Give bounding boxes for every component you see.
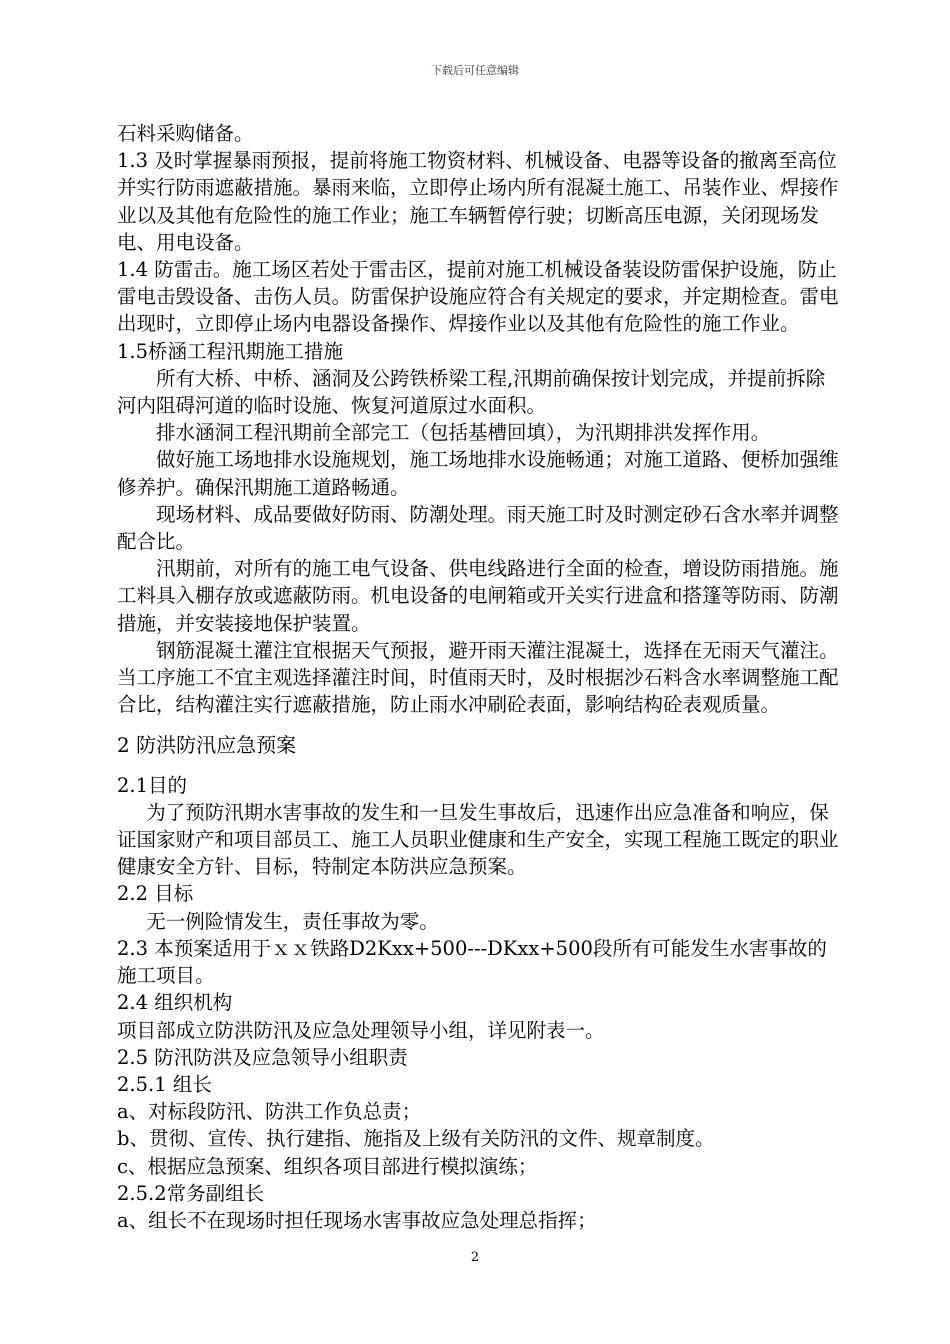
paragraph: 现场材料、成品要做好防雨、防潮处理。雨天施工时及时测定砂石含水率并调整配合比。 xyxy=(117,502,839,554)
document-body xyxy=(117,120,842,1234)
paragraph: 项目部成立防洪防汛及应急处理领导小组，详见附表一。 xyxy=(117,1018,605,1042)
list-item: a、对标段防汛、防洪工作负总责； xyxy=(117,1100,422,1124)
list-item: a、组长不在现场时担任现场水害事故应急处理总指挥； xyxy=(117,1208,597,1232)
subheading: 2.5.1 组长 xyxy=(117,1072,212,1096)
paragraph: 1.3 及时掌握暴雨预报，提前将施工物资材料、机械设备、电器等设备的撤离至高位并实行防雨遮蔽措施。暴雨来临，立即停止场内所有混凝土施工、吊装作业、焊接作业以及其他有危险性的施工作业；施工车辆暂停行驶；切断高压电源，关闭现场发电、用电设备。 xyxy=(117,149,839,254)
subheading: 2.5 防汛防洪及应急领导小组职责 xyxy=(117,1045,408,1069)
paragraph: 石料采购储备。 xyxy=(117,122,254,145)
paragraph: 所有大桥、中桥、涵洞及公跨铁桥梁工程,汛期前确保按计划完成，并提前拆除河内阻碍河道的临时设施、恢复河道原过水面积。 xyxy=(117,366,826,418)
list-item: c、根据应急预案、组织各项目部进行模拟演练； xyxy=(117,1154,538,1178)
paragraph: 汛期前，对所有的施工电气设备、供电线路进行全面的检查，增设防雨措施。施工料具入棚存放或遮蔽防雨。机电设备的电闸箱或开关实行进盒和搭篷等防雨、防潮措施，并安装接地保护装置。 xyxy=(117,557,839,635)
paragraph: 2.3 本预案适用于ｘｘ铁路D2Kxx+500---DKxx+500段所有可能发生水害事故的施工项目。 xyxy=(117,936,827,988)
subheading: 2.5.2常务副组长 xyxy=(117,1181,265,1205)
paragraph: 做好施工场地排水设施规划，施工场地排水设施畅通；对施工道路、便桥加强维修养护。确保汛期施工道路畅通。 xyxy=(117,448,839,499)
page-number: 2 xyxy=(470,1250,480,1265)
subheading: 2.2 目标 xyxy=(117,882,194,906)
page-header: 下载后可任意编辑 xyxy=(431,64,519,77)
paragraph: 无一例险情发生，责任事故为零。 xyxy=(146,909,439,933)
subheading: 2.1目的 xyxy=(117,773,188,797)
list-item: b、贯彻、宣传、执行建指、施指及上级有关防汛的文件、规章制度。 xyxy=(117,1127,715,1151)
subheading: 1.5桥涵工程汛期施工措施 xyxy=(117,339,344,363)
paragraph: 1.4 防雷击。施工场区若处于雷击区，提前对施工机械设备装设防雷保护设施，防止雷电击毁设备、击伤人员。防雷保护设施应符合有关规定的要求，并定期检查。雷电出现时，立即停止场内电器设备操作、焊接作业以及其他有危险性的施工作业。 xyxy=(117,258,839,336)
subheading: 2.4 组织机构 xyxy=(117,991,233,1015)
paragraph: 钢筋混凝土灌注宜根据天气预报，避开雨天灌注混凝土，选择在无雨天气灌注。当工序施工不宜主观选择灌注时间，时值雨天时，及时根据沙石料含水率调整施工配合比，结构灌注实行遮蔽措施，防止雨水冲刷砼表面，影响结构砼表观质量。 xyxy=(117,638,839,717)
section-heading: 2 防洪防汛应急预案 xyxy=(117,733,297,758)
paragraph: 排水涵洞工程汛期前全部完工（包括基槽回填），为汛期排洪发挥作用。 xyxy=(156,421,771,445)
paragraph: 为了预防汛期水害事故的发生和一旦发生事故后，迅速作出应急准备和响应，保证国家财产和项目部员工、施工人员职业健康和生产安全，实现工程施工既定的职业健康安全方针、目标，特制定本防洪应急预案。 xyxy=(117,800,839,879)
